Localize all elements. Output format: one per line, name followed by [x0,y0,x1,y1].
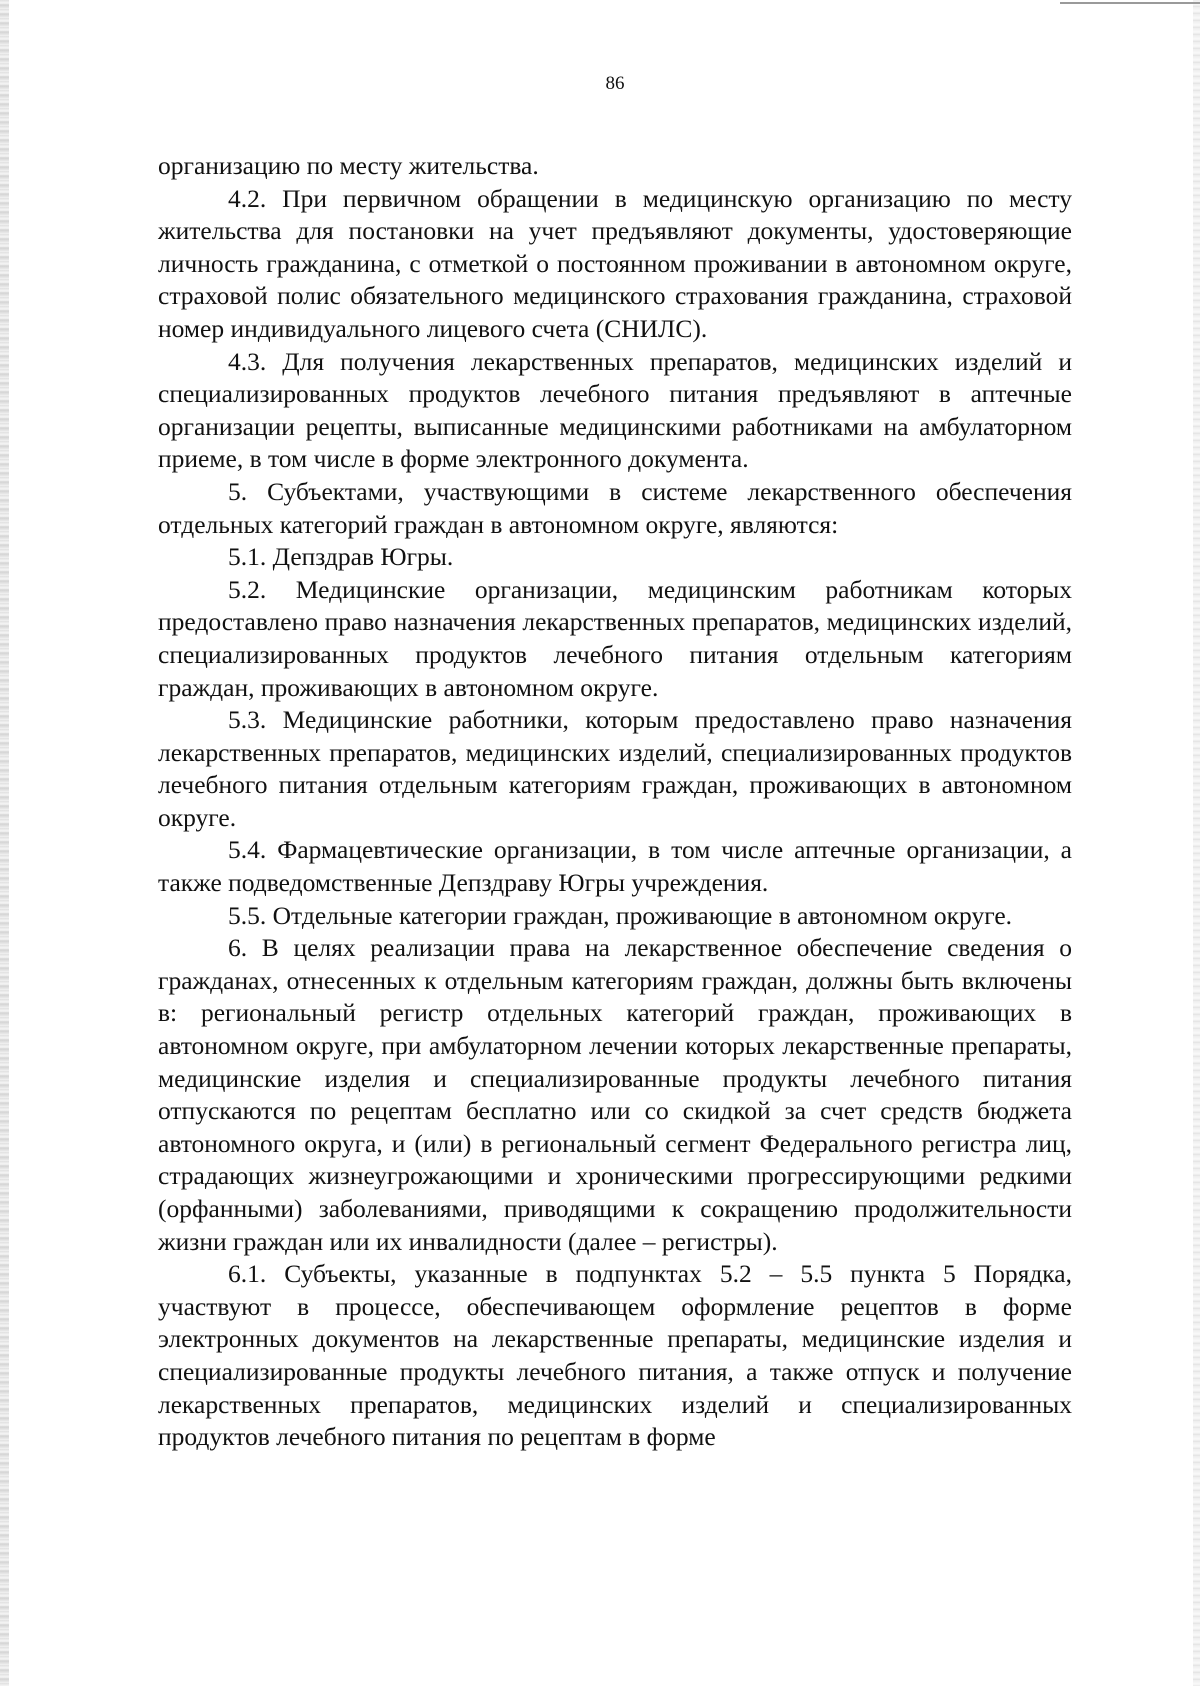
paragraph-4-2: 4.2. При первичном обращении в медицинскую организацию по месту жительства для постановки на учет предъявляют документы, удостоверяющие личность гражданина, с отметкой о постоянном проживании в автономном округе, страховой полис обязательного медицинского страхования гражданина, страховой номер индивидуального лицевого счета (СНИЛС). [158,183,1072,343]
paragraph-5-1: 5.1. Депздрав Югры. [228,542,454,572]
paragraph-6-1: 6.1. Субъекты, указанные в подпунктах 5.2 – 5.5 пункта 5 Порядка, участвуют в процессе, обеспечивающем оформление рецептов в форме электронных документов на лекарственные препараты, медицинские изделия и специализированные продукты лечебного питания, а также отпуск и получение лекарственных препаратов, медицинских изделий и специализированных продуктов лечебного питания по рецептам в форме [158,1259,1072,1452]
scan-top-line [1060,2,1200,4]
scan-edge-left [0,0,9,1686]
paragraph-5-4: 5.4. Фармацевтические организации, в том числе аптечные организации, а также подведомственные Депздраву Югры учреждения. [158,835,1072,898]
page-number: 86 [605,73,625,94]
paragraph-5-2: 5.2. Медицинские организации, медицинским работникам которых предоставлено право назначения лекарственных препаратов, медицинских изделий, специализированных продуктов лечебного питания отдельным категориям граждан, проживающих в автономном округе. [158,574,1072,702]
paragraph-4-3: 4.3. Для получения лекарственных препаратов, медицинских изделий и специализированных продуктов лечебного питания предъявляют в аптечные организации рецепты, выписанные медицинскими работниками на амбулаторном приеме, в том числе в форме электронного документа. [158,346,1072,474]
paragraph-5-3: 5.3. Медицинские работники, которым предоставлено право назначения лекарственных препаратов, медицинских изделий, специализированных продуктов лечебного питания отдельным категориям граждан, проживающих в автономном округе. [158,705,1072,832]
paragraph-5-5: 5.5. Отдельные категории граждан, проживающие в автономном округе. [228,900,1013,930]
paragraph-5: 5. Субъектами, участвующими в системе лекарственного обеспечения отдельных категорий граждан в автономном округе, являются: [158,476,1072,539]
paragraph-continuation: организацию по месту жительства. [158,151,539,180]
scan-edge-right [1193,0,1200,1686]
paragraph-6: 6. В целях реализации права на лекарственное обеспечение сведения о гражданах, отнесенных к отдельным категориям граждан, должны быть включены в: региональный регистр отдельных категорий граждан, проживающих в автономном округе, при амбулаторном лечении которых лекарственные препараты, медицинские изделия и специализированные продукты лечебного питания отпускаются по рецептам бесплатно или со скидкой за счет средств бюджета автономного округа, и (или) в региональный сегмент Федерального регистра лиц, страдающих жизнеугрожающими и хроническими прогрессирующими редкими (орфанными) заболеваниями, приводящими к сокращению продолжительности жизни граждан или их инвалидности (далее – регистры). [158,933,1072,1256]
document-page [158,72,1072,1454]
